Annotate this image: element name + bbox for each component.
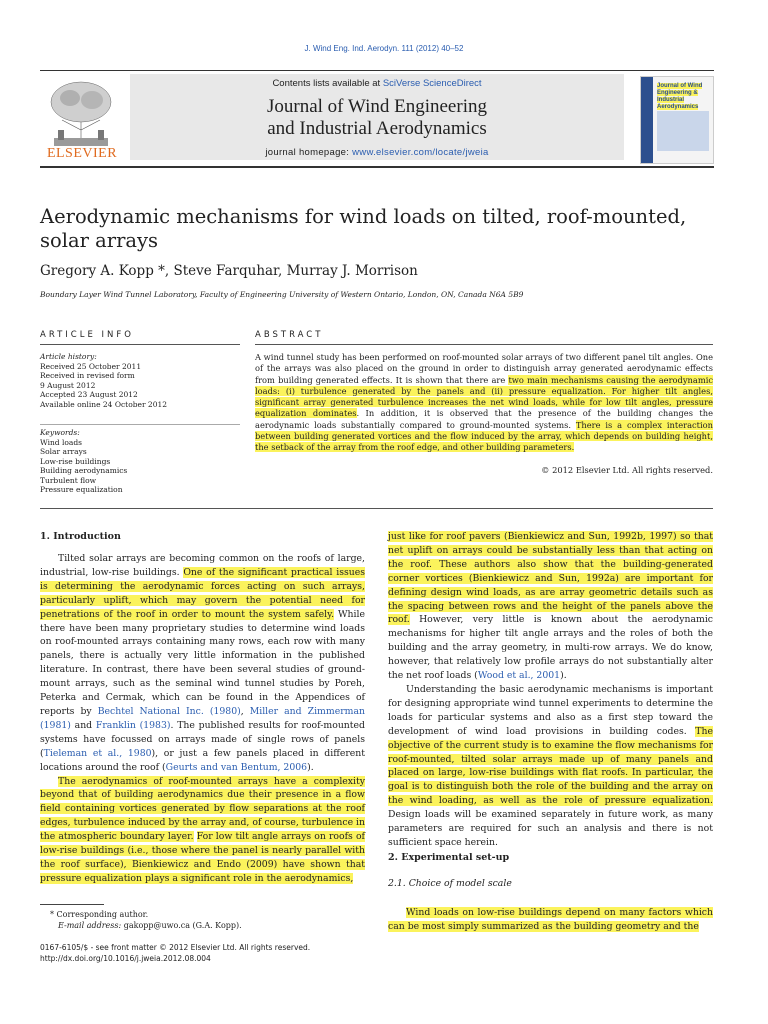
model-scale-paragraph <box>388 906 713 934</box>
reference-link[interactable]: Wood et al., 2001 <box>477 670 561 682</box>
journal-masthead <box>40 70 714 166</box>
abstract-text: A wind tunnel study has been performed on roof-mounted solar arrays of two different panel tilt angles. One of the arrays was also placed on the ground in order to distinguish array generated aerodynamic effects from building generated effects. It is shown that there are <box>255 352 713 385</box>
body-text: Tilted solar arrays are becoming common on the roofs of large, industrial, low-rise buildings. <box>40 553 365 578</box>
reference-link[interactable]: Geurts and van Bentum, 2006 <box>165 761 308 773</box>
body-text: ). <box>560 670 567 682</box>
body-text: and <box>70 719 96 731</box>
intro-paragraph <box>40 775 365 886</box>
corresponding-author-note: * Corresponding author. <box>50 910 149 919</box>
front-matter-rule <box>40 508 713 509</box>
body-highlight: For low tilt angle arrays on roofs of low-rise buildings (i.e., those where the panel is nearly parallel with the roof surface), Bienkiewicz and Endo (2009) have shown that pressure equalization plays a significant role in the aerodynamics, <box>40 831 365 884</box>
abstract-heading: ABSTRACT <box>255 330 324 340</box>
author-list: Gregory A. Kopp *, Steve Farquhar, Murray J. Morrison <box>40 263 418 279</box>
cover-title <box>657 83 711 111</box>
abstract-body <box>255 352 713 454</box>
body-highlight: The aerodynamics of roof-mounted arrays have a complexity beyond that of building aerodynamics due their presence in a flow field containing vortices generated by flow separations at the roof edges, turbulence induced by the array and, of course, turbulence in the atmospheric boundary layer. <box>40 775 365 843</box>
history-item: Received 25 October 2011 <box>40 361 142 371</box>
issn-line: 0167-6105/$ - see front matter © 2012 Elsevier Ltd. All rights reserved. <box>40 943 311 952</box>
introduction-heading: 1. Introduction <box>40 531 121 542</box>
history-item: Received in revised form <box>40 371 135 380</box>
history-label: Article history: <box>40 352 97 361</box>
article-title-line2: solar arrays <box>40 229 159 252</box>
body-highlight: One of the significant practical issues is determining the aerodynamic forces acting on such arrays, particularly uplift, which may govern the potential need for penetrations of the roof in order to mount the system safely. <box>40 566 365 620</box>
body-highlight: Wind loads on low-rise buildings depend on many factors which can be most simply summarized as the building geometry and the <box>388 907 713 932</box>
model-scale-heading: 2.1. Choice of model scale <box>388 878 512 889</box>
history-item: 9 August 2012 <box>40 380 96 390</box>
article-title <box>40 205 720 253</box>
journal-title-line1: Journal of Wind Engineering <box>267 96 487 117</box>
body-text: Design loads will be examined separately in future work, as many parameters are required for such an analysis and there is not sufficient space herein. <box>388 809 713 848</box>
journal-cover-thumbnail <box>640 76 714 164</box>
body-paragraph <box>388 530 713 683</box>
body-text: Understanding the basic aerodynamic mechanisms is important for designing appropriate wind tunnel experiments to determine the loads for particular systems and also as a first step toward the development of wind load provisions in building codes. <box>388 683 713 737</box>
keyword: Wind loads <box>40 437 83 447</box>
keywords-label: Keywords: <box>40 428 80 437</box>
keywords-list <box>40 428 240 495</box>
keyword: Low-rise buildings <box>40 456 111 466</box>
intro-paragraph <box>40 552 365 775</box>
reference-link[interactable]: Bechtel National Inc. (1980) <box>97 705 241 717</box>
body-highlight: The objective of the current study is to examine the flow mechanisms for roof-mounted, tilted solar arrays made up of many panels and placed on large, low-rise buildings with flat roofs. In particular, the goal is to distinguish both the role of the building and the array on the wind loading, as well as the role of pressure equalization. <box>388 725 713 807</box>
article-title-line1: Aerodynamic mechanisms for wind loads on tilted, roof-mounted, <box>40 205 687 228</box>
affiliation: Boundary Layer Wind Tunnel Laboratory, Faculty of Engineering University of Western Ontario, London, ON, Canada N6A 5B9 <box>40 290 524 299</box>
body-text: , <box>240 705 250 717</box>
masthead-top-rule <box>40 70 714 71</box>
footnotes <box>40 909 365 931</box>
keyword: Pressure equalization <box>40 485 123 494</box>
journal-title <box>130 96 624 140</box>
abstract-text: . In addition, it is observed that the presence of the building changes the aerodynamic loads substantially compared to ground-mounted systems. <box>255 408 713 430</box>
body-paragraph <box>388 906 713 934</box>
sciencedirect-link[interactable]: SciVerse ScienceDirect <box>382 78 482 89</box>
keyword: Building aerodynamics <box>40 466 128 475</box>
reference-link[interactable]: Tieleman et al., 1980 <box>43 747 152 759</box>
abstract-highlight: There is a complex interaction between building generated vortices and the flow induced by the array, which depends on building height, the setback of the array from the roof edge, and other building parameters. <box>255 419 714 453</box>
body-text: . The published results for roof-mounted systems have focussed on arrays made of single rows of panels ( <box>40 719 365 759</box>
right-column <box>388 530 713 850</box>
issn-doi-block <box>40 942 365 964</box>
homepage-prefix: journal homepage: <box>265 147 353 158</box>
homepage-link[interactable]: www.elsevier.com/locate/jweia <box>352 147 489 158</box>
abstract-highlight: two main mechanisms causing the aerodynamic loads: (i) turbulence generated by the panels and (ii) pressure equalization. For higher tilt angles, significant array generated turbulence increases the net wind loads, while for low tilt angles, pressure equalization dominates <box>255 374 713 419</box>
cover-image <box>657 111 709 151</box>
masthead-bottom-rule <box>40 166 714 168</box>
homepage-line <box>130 147 624 158</box>
article-info-heading: ARTICLE INFO <box>40 330 134 340</box>
left-column <box>40 552 365 886</box>
email-address[interactable]: gakopp@uwo.ca (G.A. Kopp). <box>123 921 242 930</box>
contents-prefix: Contents lists available at <box>272 78 383 89</box>
history-item: Accepted 23 August 2012 <box>40 390 138 399</box>
body-text: ). <box>307 761 314 773</box>
body-text: ), or just a few panels placed in different locations around the roof ( <box>40 747 365 773</box>
keywords-rule <box>40 424 240 425</box>
article-history <box>40 352 240 409</box>
keyword: Solar arrays <box>40 447 87 456</box>
experimental-setup-heading: 2. Experimental set-up <box>388 852 510 863</box>
journal-title-line2: and Industrial Aerodynamics <box>267 118 487 139</box>
abstract-copyright: © 2012 Elsevier Ltd. All rights reserved. <box>541 465 713 475</box>
reference-link[interactable]: Franklin (1983) <box>95 719 171 731</box>
cover-stripe <box>641 77 653 163</box>
history-item: Available online 24 October 2012 <box>40 399 168 409</box>
body-text: However, very little is known about the aerodynamic mechanisms for higher tilt angle arrays and the roles of both the building and the array geometry, in multi-row arrays. We do know, however, that relatively low profile arrays do not substantially alter the net roof loads ( <box>388 614 713 682</box>
journal-citation[interactable]: J. Wind Eng. Ind. Aerodyn. 111 (2012) 40–52 <box>304 44 464 53</box>
body-paragraph <box>388 683 713 850</box>
email-label: E-mail address: <box>58 921 124 930</box>
contents-line <box>130 78 624 89</box>
email-line <box>40 920 365 931</box>
reference-link[interactable]: Miller and Zimmerman (1981) <box>40 705 365 731</box>
keyword: Turbulent flow <box>40 475 97 485</box>
elsevier-wordmark: ELSEVIER <box>46 146 118 161</box>
body-text: While there have been many proprietary studies to determine wind loads on roof-mounted arrays containing many rows, each row with many panels, there is actually very little information in the published literature. In contrast, there have been several studies of ground-mount arrays, such as the seminal wind tunnel studies by Poreh, Peterka and Cermak, which can be found in the Appendices of reports by <box>40 608 365 717</box>
doi-link[interactable]: http://dx.doi.org/10.1016/j.jweia.2012.08.004 <box>40 954 211 963</box>
body-highlight: just like for roof pavers (Bienkiewicz and Sun, 1992b, 1997) so that net uplift on arrays could be substantially less than that acting on the roof. These authors also show that the building-generated corner vortices (Bienkiewicz and Sun, 1992a) are important for defining design wind loads, as are array geometric details such as the spacing between rows and the height of the panels above the roof. <box>388 531 713 626</box>
footnote-rule <box>40 904 104 905</box>
cover-title-text: Journal of Wind Engineering & Industrial Aerodynamics <box>657 83 703 110</box>
article-info-rule <box>40 344 240 345</box>
abstract-rule <box>255 344 713 345</box>
